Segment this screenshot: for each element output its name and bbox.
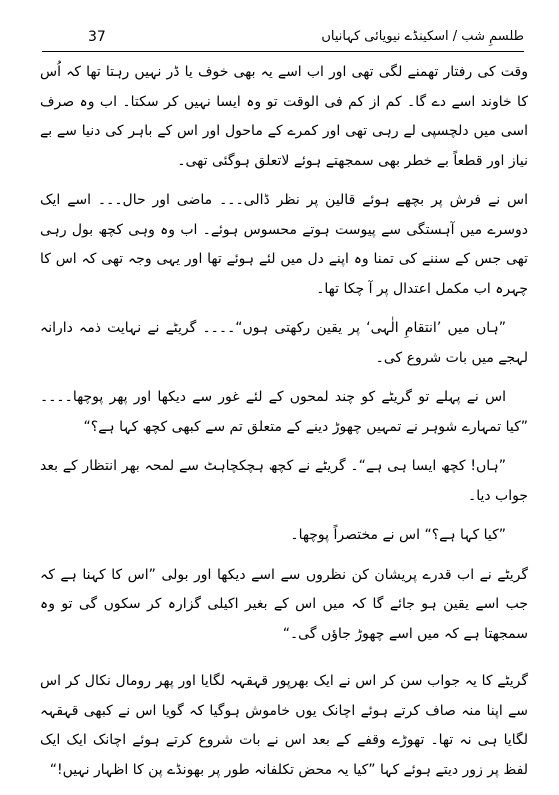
body-text <box>40 58 528 795</box>
running-title: طلسمِ شب / اسکینڈے نیویائی کہانیاں <box>321 29 524 44</box>
paragraph: ”ہاں میں ’انتقامِ الٰہی‘ پر یقین رکھتی ہوں“۔۔۔۔ گریٹے نے نہایت ذمہ دارانہ لہجے میں بات شروع کی۔ <box>40 320 528 366</box>
paragraph: ”ہاں! کچھ ایسا ہی ہے“۔ گریٹے نے کچھ ہچکچاہٹ سے لمحہ بھر انتظار کے بعد جواب دیا۔ <box>40 458 528 504</box>
paragraph: وقت کی رفتار تھمنے لگی تھی اور اب اسے یہ بھی خوف یا ڈر نہیں رہتا تھا کہ اُس کا خاوند اسے دے گا۔ کم از کم فی الوقت تو وہ ایسا نہیں کر سکتا۔ اب وہ صرف اسی میں دلچسپی لے رہی تھی اور کمرے کے ماحول اور اس کے باہر کی دنیا سے بے نیاز اور قطعاً بے خطر بھی سمجھتے ہوئے لاتعلق ہوگئی تھی۔ <box>40 64 528 169</box>
paragraph: اس نے پہلے تو گریٹے کو چند لمحوں کے لئے غور سے دیکھا اور پھر پوچھا۔۔۔۔ ”کیا تمہارے شوہر نے تمہیں چھوڑ دینے کے متعلق تم سے کبھی کچھ کہا ہے؟“ <box>40 389 528 435</box>
paragraph: ”کیا کہا ہے؟“ اس نے مختصراً پوچھا۔ <box>290 527 506 543</box>
paragraph: اس نے فرش پر بچھے ہوئے قالین پر نظر ڈالی۔۔۔ ماضی اور حال۔۔۔ اسے ایک دوسرے میں آہستگی سے پیوست ہوتے محسوس ہوئے۔ اب وہ وہی کچھ بول رہی تھی جس کے سننے کی تمنا وہ اپنے دل میں لئے ہوئے تھا اور یہی وجہ تھی کہ اس کا چہرہ اب مکمل اعتدال پر آ چکا تھا۔ <box>40 192 528 297</box>
paragraph: گریٹے نے اب قدرے پریشان کن نظروں سے اسے دیکھا اور بولی ”اس کا کہنا ہے کہ جب اسے یقین ہو جائے گا کہ میں اس کے بغیر اکیلی گزارہ کر سکوں گی تو وہ سمجھتا ہے کہ میں اسے چھوڑ جاؤں گی۔“ <box>40 566 528 642</box>
page-header <box>42 28 524 50</box>
paragraph: گریٹے کا یہ جواب سن کر اس نے ایک بھرپور قہقہہ لگایا اور پھر رومال نکال کر اس سے اپنا منہ صاف کرتے ہوئے اچانک یوں خاموش ہوگیا کہ گویا اس نے کبھی قہقہہ لگایا ہی نہ تھا۔ تھوڑے وقفے کے بعد اس نے بات شروع کرتے ہوئے اچانک ایک ایک لفظ پر زور دیتے ہوئے کہا ”کیا یہ محض تکلفانہ طور پر بھونڈے پن کا اظہار نہیں!“ <box>40 673 528 778</box>
header-rule <box>42 51 524 52</box>
page-number: 37 <box>88 29 106 45</box>
